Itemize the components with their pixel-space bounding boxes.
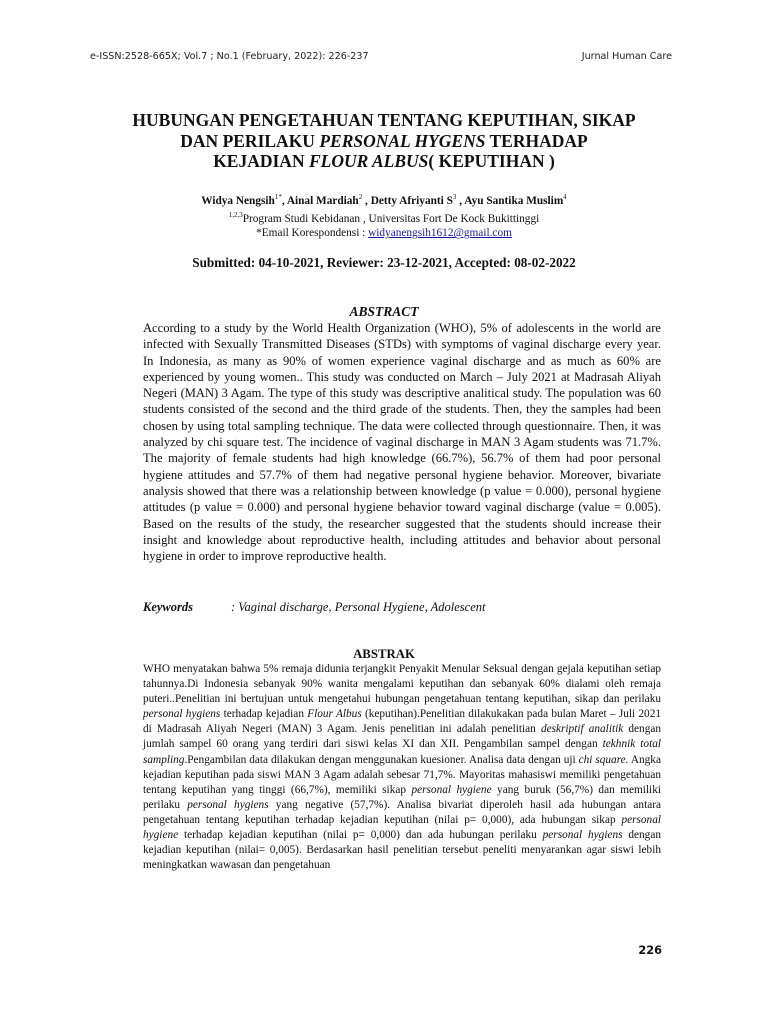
title-text: TERHADAP [485,130,588,151]
submission-dates: Submitted: 04-10-2021, Reviewer: 23-12-2021, Accepted: 08-02-2022 [192,255,576,270]
abstrak-indonesian [143,662,661,873]
title-text: DAN PERILAKU [180,130,320,151]
keywords [143,600,661,615]
abstrak-text: WHO menyatakan bahwa 5% remaja didunia terjangkit Penyakit Menular Seksual dengan gejala keputihan setiap tahunnya.Di Indonesia sebanyak 90% wanita mengalami keputihan dan sebanyak 60% dialami oleh remaja puteri..Penelitian ini bertujuan untuk mengetahui hubungan pengetahuan tentang keputihan, sikap dan perilaku [143,663,661,706]
abstrak-text: (keputihan).Penelitian dilakukakan pada bulan Maret – Juli 2021 di Madrasah Aliyah Negeri (MAN) 3 Agam. Jenis penelitian ini adalah penelitian [143,708,661,736]
abstrak-italic: deskriptif analitik [540,723,624,736]
title-italic-term: PERSONAL HYGENS [319,130,486,151]
author-name: , Ainal Mardiah [281,194,359,207]
keywords-value: : Vaginal discharge, Personal Hygiene, Adolescent [231,600,486,614]
abstrak-text: dengan jumlah sampel 60 orang yang terdiri dari siswi kelas XI dan XII. Pengambilan sampel dengan [143,723,661,751]
title-text: KEJADIAN [213,151,309,171]
abstrak-text: yang negative (57,7%). Analisa bivariat diperoleh hasil ada hubungan antara pengetahuan tentang keputihan terhadap kejadian keputihan (nilai p= 0,000), ada hubungan sikap [143,798,661,826]
title-italic-term: FLOUR ALBUS [308,151,429,171]
abstrak-italic: personal hygiens [143,708,221,721]
affiliation [60,208,708,226]
title-line-2 [80,131,688,152]
author-name: , Ayu Santika Muslim [456,194,564,207]
author-affil-mark: 3 [452,193,457,201]
author-name: Widya Nengsih [201,194,275,207]
abstrak-text: Angka kejadian keputihan pada siswi MAN 3 Agam adalah sebesar 71,7%. Mayoritas mahasiswi memiliki pengetahuan tentang keputihan yang tinggi (66,7%), memiliki sikap [143,753,661,796]
title-line-3 [80,151,688,172]
author-affil-mark: 4 [563,193,567,201]
abstract-heading: ABSTRACT [349,304,419,319]
author-block [60,190,708,241]
author-name: , Detty Afriyanti S [362,194,453,207]
keywords-label: Keywords [143,600,193,614]
abstrak-heading: ABSTRAK [353,647,415,661]
affiliation-text: Program Studi Kebidanan , Universitas Fort De Kock Bukittinggi [242,212,540,225]
abstrak-italic: personal hygiene [143,813,661,842]
running-head [90,51,672,62]
abstrak-italic: Flour Albus [307,708,362,721]
paper-title [80,110,688,172]
abstrak-text: .Pengambilan data dilakukan dengan menggunakan kuesioner. Analisa data dengan uji [184,753,579,766]
title-line-1: HUBUNGAN PENGETAHUAN TENTANG KEPUTIHAN, SIKAP [132,110,636,130]
email-link[interactable]: widyanengsih1612@gmail.com [368,227,512,240]
abstrak-text: terhadap kejadian [220,708,308,721]
journal-issue-info: e-ISSN:2528-665X; Vol.7 ; No.1 (February, 2022): 226-237 [90,51,369,62]
abstrak-italic: tekhnik total sampling [143,738,661,766]
abstract-english: According to a study by the World Health Organization (WHO), 5% of adolescents in the world are infected with Sexually Transmitted Diseases (STDs) with symptoms of vaginal discharge every year. In Indonesia, as many as 90% of women experience vaginal discharge and as much as 60% are experienced by young women.. This study was conducted on March – July 2021 at Madrasah Aliyah Negeri (MAN) 3 Agam. The type of this study was descriptive analitical study. The population was 60 students consisted of the second and the third grade of the students. Then, they the samples had been chosen by using total sampling technique. The data were collected through questionnaire. Then, it was analyzed by chi square test. The incidence of vaginal discharge in MAN 3 Agam students was 71.7%. The majority of female students had high knowledge (66.7%), 56.7% of them had poor personal hygiene attitudes and 57.7% of them had negative personal hygiene behavior. Moreover, bivariate analysis showed that there was a relationship between knowledge (p value = 0.000), personal hygiene attitudes (p value = 0.000) and personal hygiene behavior toward vaginal discharge (value = 0.005). Based on the results of the study, the researcher suggested that the students should increase their insight and knowledge about reproductive health, including attitudes and behavior about personal hygiene in order to improve reproductive health. [143,321,661,564]
abstrak-italic: personal hygiens [187,798,269,811]
abstrak-italic: personal hygiene [411,783,492,796]
title-text: ( KEPUTIHAN ) [428,151,555,171]
abstrak-text: yang buruk (56,7%) dan memiliki perilaku [143,783,661,811]
correspondence [60,226,708,240]
affil-mark: 1,2,3 [228,211,243,220]
page-number: 226 [638,944,662,957]
journal-name: Jurnal Human Care [581,51,672,62]
abstrak-italic: personal hygiens [542,829,623,842]
author-affil-mark: 1* [274,193,282,201]
email-label: *Email Korespondensi : [256,227,369,240]
abstrak-text: terhadap kejadian keputihan (nilai p= 0,000) dan ada hubungan perilaku [178,829,543,842]
abstrak-text: dengan kejadian keputihan (nilai= 0,005). Berdasarkan hasil penelitian tersebut peneliti menyarankan agar siswi lebih meningkatkan wawasan dan pengetahuan [143,829,661,872]
author-list [60,190,708,208]
author-affil-mark: 2 [358,193,363,201]
abstrak-italic: chi square. [578,753,629,766]
